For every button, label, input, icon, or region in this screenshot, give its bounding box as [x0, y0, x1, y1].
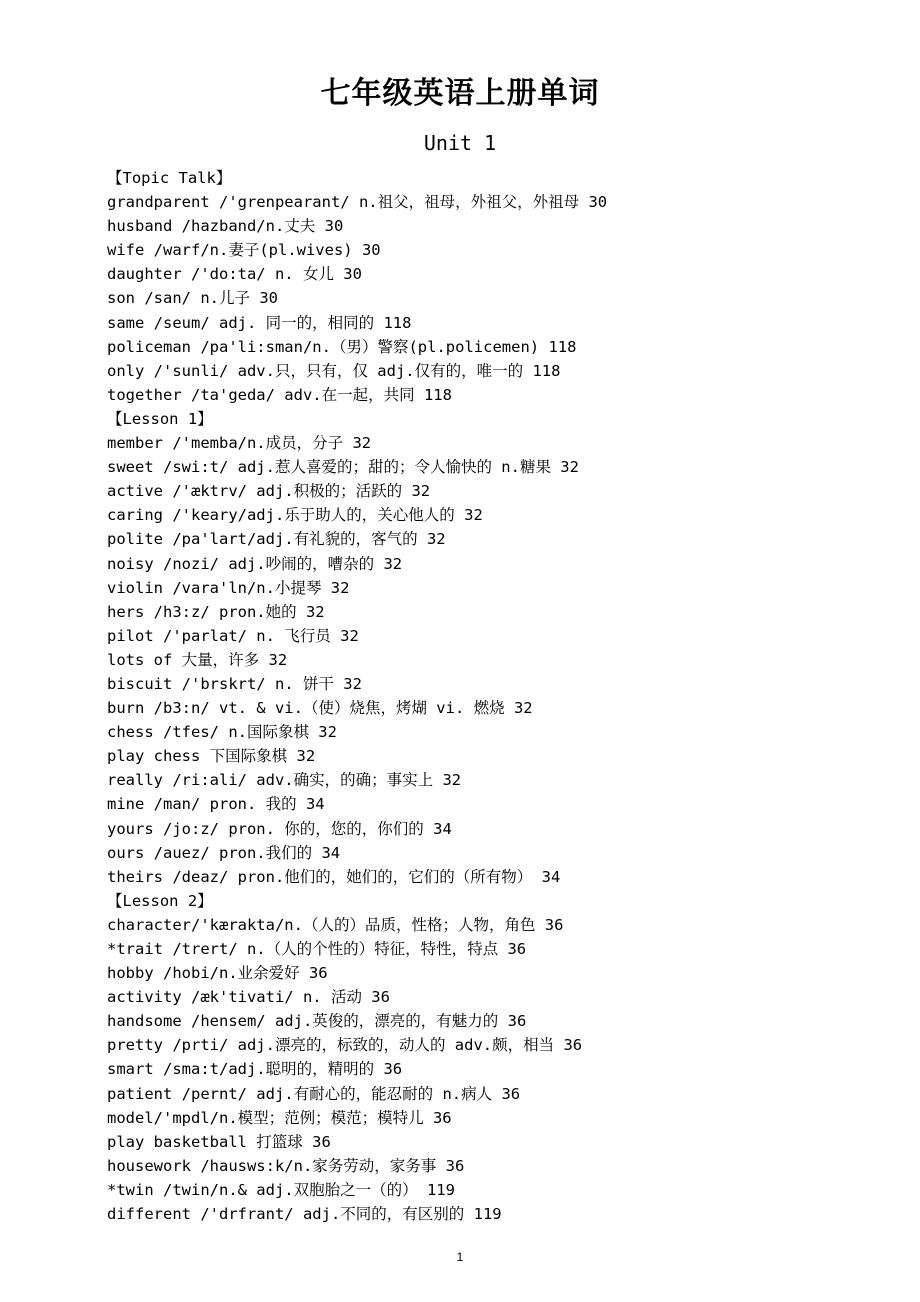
vocab-entry: same /seum/ adj. 同一的，相同的 118: [107, 313, 412, 332]
vocab-entry: pilot /'parlat/ n. 飞行员 32: [107, 626, 359, 645]
section-heading: 【Lesson 2】: [107, 891, 213, 910]
page-number: 1: [456, 1250, 464, 1264]
page-title: 七年级英语上册单词: [320, 76, 600, 111]
vocab-entry: lots of 大量，许多 32: [107, 650, 288, 669]
vocab-entry: theirs /deaz/ pron.他们的，她们的，它们的（所有物） 34: [107, 867, 561, 886]
vocab-entry: really /ri:ali/ adv.确实，的确；事实上 32: [107, 771, 462, 790]
vocab-entry: sweet /swi:t/ adj.惹人喜爱的；甜的；令人愉快的 n.糖果 32: [107, 458, 579, 477]
vocab-entry: caring /'keary/adj.乐于助人的，关心他人的 32: [107, 506, 483, 525]
vocab-entry: pretty /prti/ adj.漂亮的，标致的，动人的 adv.颇，相当 36: [107, 1036, 583, 1055]
vocab-entry: biscuit /'brskrt/ n. 饼干 32: [107, 674, 362, 693]
vocab-entry: housework /hausws:k/n.家务劳动，家务事 36: [107, 1156, 465, 1175]
vocab-entry: together /ta'geda/ adv.在一起，共同 118: [107, 385, 452, 404]
vocab-entry: yours /jo:z/ pron. 你的，您的，你们的 34: [107, 819, 452, 838]
vocab-entry: character/'kærakta/n.（人的）品质，性格；人物，角色 36: [107, 915, 564, 934]
vocab-entry: son /san/ n.儿子 30: [107, 289, 278, 308]
vocab-entry: activity /æk'tivati/ n. 活动 36: [107, 988, 390, 1007]
vocab-entry: hers /h3:z/ pron.她的 32: [107, 602, 325, 621]
vocab-entry: ours /auez/ pron.我们的 34: [107, 843, 341, 862]
vocab-entry: burn /b3:n/ vt. & vi.（使）烧焦，烤煳 vi. 燃烧 32: [107, 699, 533, 718]
unit-heading: Unit 1: [423, 131, 497, 155]
vocabulary-list: [107, 166, 607, 1226]
vocab-entry: different /'drfrant/ adj.不同的，有区别的 119: [107, 1205, 502, 1224]
vocab-entry: active /'æktrv/ adj.积极的；活跃的 32: [107, 482, 431, 501]
section-heading: 【Topic Talk】: [107, 169, 232, 187]
vocab-entry: play chess 下国际象棋 32: [107, 747, 316, 766]
vocab-entry: grandparent /'grenpearant/ n.祖父，祖母，外祖父，外祖母 30: [107, 193, 608, 212]
vocab-entry: model/'mpdl/n.模型；范例；模范；模特儿 36: [107, 1108, 452, 1127]
vocab-entry: husband /hazband/n.丈夫 30: [107, 217, 344, 236]
vocab-entry: *trait /trert/ n.（人的个性的）特征，特性，特点 36: [107, 940, 527, 958]
vocab-entry: noisy /nozi/ adj.吵闹的，嘈杂的 32: [107, 554, 403, 573]
vocab-entry: handsome /hensem/ adj.英俊的，漂亮的，有魅力的 36: [107, 1012, 527, 1031]
vocab-entry: play basketball 打篮球 36: [107, 1132, 331, 1151]
vocab-entry: daughter /'do:ta/ n. 女儿 30: [107, 265, 362, 284]
vocab-entry: smart /sma:t/adj.聪明的，精明的 36: [107, 1060, 403, 1079]
vocab-entry: chess /tfes/ n.国际象棋 32: [107, 723, 337, 742]
vocab-entry: hobby /hobi/n.业余爱好 36: [107, 964, 328, 983]
vocab-entry: patient /pernt/ adj.有耐心的，能忍耐的 n.病人 36: [107, 1084, 521, 1103]
section-heading: 【Lesson 1】: [107, 409, 213, 428]
vocab-entry: member /'memba/n.成员，分子 32: [107, 434, 372, 453]
vocab-entry: policeman /pa'li:sman/n.（男）警察(pl.policemen) 118: [107, 337, 577, 356]
vocab-entry: polite /pa'lart/adj.有礼貌的，客气的 32: [107, 530, 446, 549]
vocab-entry: wife /warf/n.妻子(pl.wives) 30: [107, 241, 381, 260]
vocab-entry: *twin /twin/n.& adj.双胞胎之一（的） 119: [107, 1180, 455, 1199]
vocab-entry: mine /man/ pron. 我的 34: [107, 795, 325, 814]
vocab-entry: only /'sunli/ adv.只，只有，仅 adj.仅有的，唯一的 118: [107, 361, 561, 380]
vocab-entry: violin /vara'ln/n.小提琴 32: [107, 578, 350, 597]
